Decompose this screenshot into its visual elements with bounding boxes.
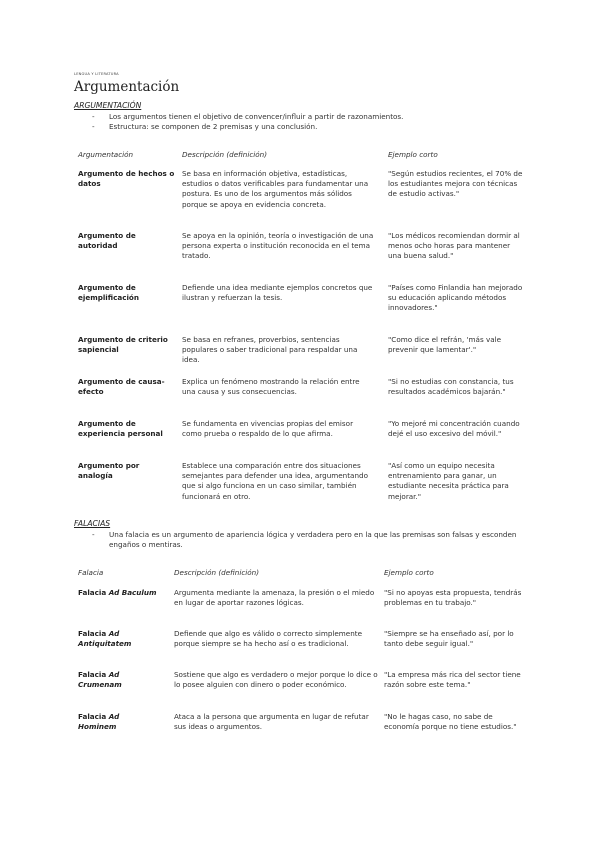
fallacy-latin-name: Ad Crumenam bbox=[78, 670, 122, 690]
argument-name: Argumento de autoridad bbox=[78, 231, 136, 251]
bullet-text: Estructura: se componen de 2 premisas y una conclusión. bbox=[109, 122, 318, 131]
bullet-item bbox=[92, 112, 403, 122]
column-header: Descripción (definición) bbox=[174, 568, 260, 577]
argument-example: "Así como un equipo necesita entrenamiento para ganar, un estudiante necesita práctica para mejorar." bbox=[388, 461, 509, 501]
argument-example: "Los médicos recomiendan dormir al menos ocho horas para mantener una buena salud." bbox=[388, 231, 520, 261]
argument-name: Argumento de hechos o datos bbox=[78, 169, 175, 189]
bullet-dash: - bbox=[92, 112, 95, 121]
argument-name: Argumento de causa-efecto bbox=[78, 377, 165, 397]
argument-description: Defiende una idea mediante ejemplos concretos que ilustran y refuerzan la tesis. bbox=[182, 283, 373, 303]
column-header: Ejemplo corto bbox=[384, 568, 434, 577]
fallacy-example: "Siempre se ha enseñado así, por lo tanto debe seguir igual." bbox=[384, 629, 514, 649]
fallacy-example: "Si no apoyas esta propuesta, tendrás problemas en tu trabajo." bbox=[384, 588, 522, 608]
fallacy-latin-name: Ad Antiquitatem bbox=[78, 629, 132, 649]
argument-example: "Según estudios recientes, el 70% de los estudiantes mejora con técnicas de estudio activas." bbox=[388, 169, 523, 199]
fallacy-description: Sostiene que algo es verdadero o mejor porque lo dice o lo posee alguien con dinero o poder económico. bbox=[174, 670, 378, 690]
argument-name: Argumento por analogía bbox=[78, 461, 140, 481]
section-heading-falacias: FALACIAS bbox=[74, 519, 111, 528]
argument-description: Se basa en información objetiva, estadísticas, estudios o datos verificables para fundamentar una postura. Es uno de los argumentos más sólidos porque se apoya en evidencia concreta. bbox=[182, 169, 369, 209]
argument-example: "Países como Finlandia han mejorado su educación aplicando métodos innovadores." bbox=[388, 283, 523, 313]
bullet-text: Una falacia es un argumento de apariencia lógica y verdadera pero en la que las premisas son falsas y esconden engaños o mentiras. bbox=[109, 530, 517, 549]
argument-description: Explica un fenómeno mostrando la relación entre una causa y sus consecuencias. bbox=[182, 377, 360, 397]
fallacy-prefix: Falacia bbox=[78, 712, 109, 721]
fallacy-prefix: Falacia bbox=[78, 629, 109, 638]
argument-name: Argumento de experiencia personal bbox=[78, 419, 163, 439]
column-header: Ejemplo corto bbox=[388, 150, 438, 159]
fallacy-prefix: Falacia bbox=[78, 670, 109, 679]
argument-name: Argumento de ejemplificación bbox=[78, 283, 139, 303]
fallacy-example: "La empresa más rica del sector tiene razón sobre este tema." bbox=[384, 670, 521, 690]
argument-description: Establece una comparación entre dos situaciones semejantes para defender una idea, argumentando que si algo funciona en un caso similar, también funcionará en otro. bbox=[182, 461, 368, 501]
fallacy-latin-name: Ad Baculum bbox=[108, 588, 157, 597]
fallacy-name bbox=[78, 712, 148, 732]
column-header: Falacia bbox=[78, 568, 104, 577]
argument-example: "Como dice el refrán, 'más vale prevenir que lamentar'." bbox=[388, 335, 502, 355]
bullet-item bbox=[92, 530, 532, 549]
bullet-item bbox=[92, 122, 317, 132]
argument-description: Se apoya en la opinión, teoría o investigación de una persona experta o institución reconocida en el tema tratado. bbox=[182, 231, 374, 261]
column-header: Argumentación bbox=[78, 150, 134, 159]
fallacy-name bbox=[78, 670, 148, 690]
fallacy-description: Ataca a la persona que argumenta en lugar de refutar sus ideas o argumentos. bbox=[174, 712, 369, 732]
fallacy-prefix: Falacia bbox=[78, 588, 109, 597]
fallacy-name bbox=[78, 588, 174, 598]
argument-name: Argumento de criterio sapiencial bbox=[78, 335, 168, 355]
section-heading-argumentacion: ARGUMENTACIÓN bbox=[74, 101, 142, 110]
page-title: Argumentación bbox=[74, 79, 180, 95]
argument-description: Se fundamenta en vivencias propias del emisor como prueba o respaldo de lo que afirma. bbox=[182, 419, 354, 439]
bullet-dash: - bbox=[92, 530, 95, 539]
fallacy-name bbox=[78, 629, 168, 649]
argument-example: "Yo mejoré mi concentración cuando dejé el uso excesivo del móvil." bbox=[388, 419, 520, 439]
fallacy-latin-name: Ad Hominem bbox=[78, 712, 120, 732]
argument-description: Se basa en refranes, proverbios, sentencias populares o saber tradicional para respaldar una idea. bbox=[182, 335, 358, 365]
fallacy-description: Defiende que algo es válido o correcto simplemente porque siempre se ha hecho así o es tradicional. bbox=[174, 629, 363, 649]
fallacy-example: "No le hagas caso, no sabe de economía porque no tiene estudios." bbox=[384, 712, 517, 732]
subject-label: LENGUA Y LITERATURA bbox=[74, 72, 119, 76]
bullet-text: Los argumentos tienen el objetivo de convencer/influir a partir de razonamientos. bbox=[109, 112, 404, 121]
bullet-dash: - bbox=[92, 122, 95, 131]
fallacy-description: Argumenta mediante la amenaza, la presión o el miedo en lugar de aportar razones lógicas. bbox=[174, 588, 375, 608]
argument-example: "Si no estudias con constancia, tus resultados académicos bajarán." bbox=[388, 377, 514, 397]
column-header: Descripción (definición) bbox=[182, 150, 268, 159]
